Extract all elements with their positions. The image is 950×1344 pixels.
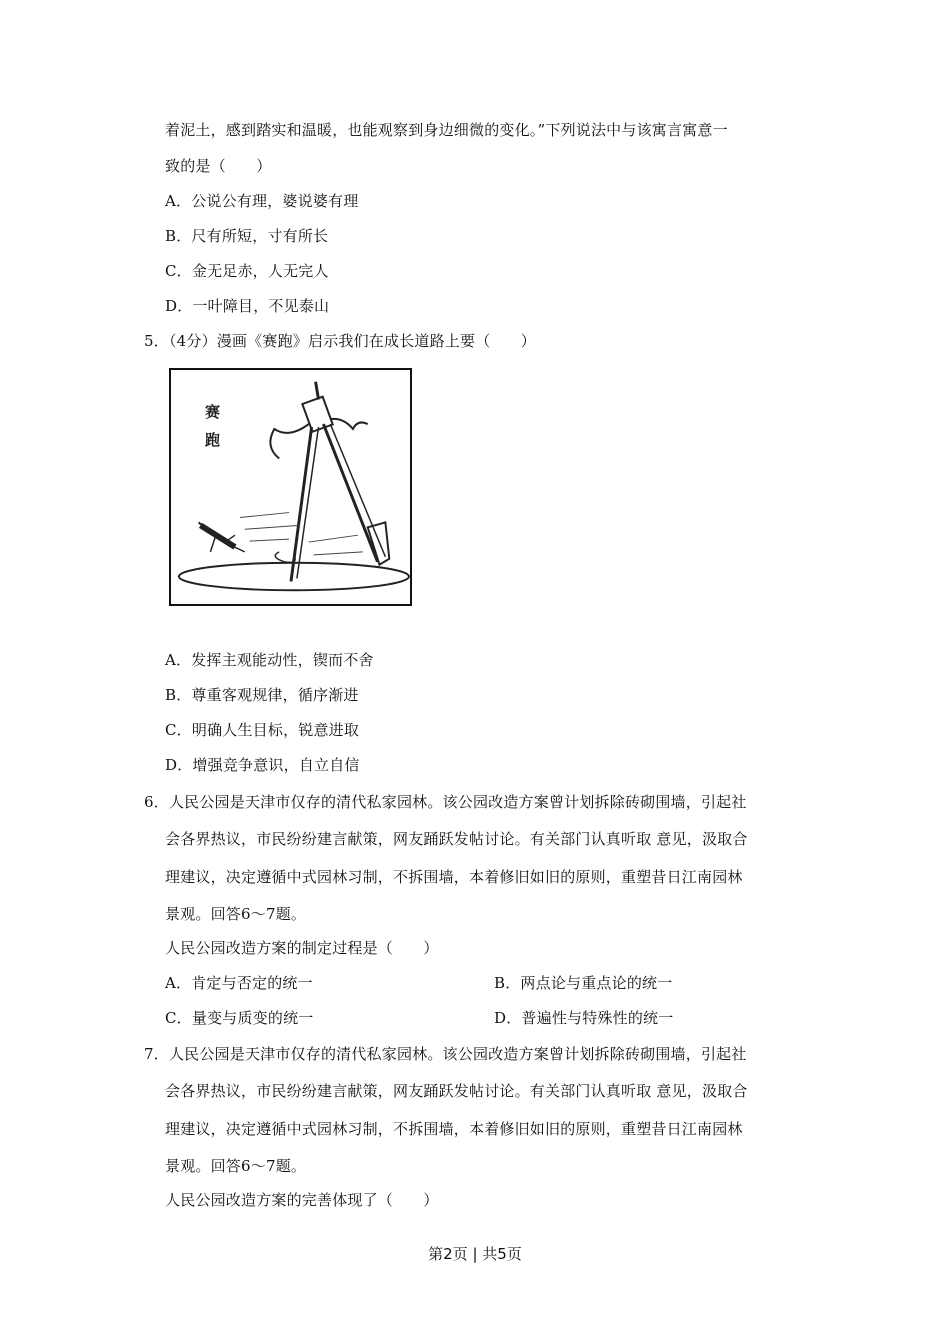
q6-stem-line-2: 会各界热议，市民纷纷建言献策，网友踊跃发帖讨论。有关部门认真听取 意见，汲取合 [165,830,748,848]
q5-stem: 5．（4分）漫画《赛跑》启示我们在成长道路上要（ ） [144,332,536,350]
q4-option-b: B．尺有所短，寸有所长 [165,227,329,245]
q7-stem-line-3: 理建议，决定遵循中式园林习制，不拆围墙，本着修旧如旧的原则，重塑昔日江南园林 [165,1120,743,1138]
q7-question: 人民公园改造方案的完善体现了（ ） [165,1191,439,1209]
page-number: 第2页 | 共5页 [428,1245,522,1263]
q6-stem-line-1: 6．人民公园是天津市仅存的清代私家园林。该公园改造方案曾计划拆除砖砌围墙，引起社 [144,793,747,811]
q6-question: 人民公园改造方案的制定过程是（ ） [165,939,439,957]
q6-option-c: C．量变与质变的统一 [165,1009,314,1027]
q4-stem-line-2: 致的是（ ） [165,157,272,175]
q6-option-b: B．两点论与重点论的统一 [494,974,673,992]
q6-option-d: D．普遍性与特殊性的统一 [494,1009,674,1027]
q7-stem-line-4: 景观。回答6～7题。 [165,1157,307,1175]
q5-option-b: B．尊重客观规律，循序渐进 [165,686,359,704]
q4-option-c: C．金无足赤，人无完人 [165,262,329,280]
q5-option-c: C．明确人生目标，锐意进取 [165,721,360,739]
q4-option-a: A．公说公有理，婆说婆有理 [165,192,359,210]
cartoon-title: 赛跑 [205,403,221,449]
q5-option-a: A．发挥主观能动性，锲而不舍 [165,651,374,669]
q6-option-a: A．肯定与否定的统一 [165,974,313,992]
q4-option-d: D．一叶障目，不见泰山 [165,297,330,315]
race-cartoon [169,368,412,606]
compass-leg-right [323,424,377,562]
q7-stem-line-2: 会各界热议，市民纷纷建言献策，网友踊跃发帖讨论。有关部门认真听取 意见，汲取合 [165,1082,748,1100]
q7-stem-line-1: 7．人民公园是天津市仅存的清代私家园林。该公园改造方案曾计划拆除砖砌围墙，引起社 [144,1045,747,1063]
q4-stem-line-1: 着泥土，感到踏实和温暖，也能观察到身边细微的变化。”下列说法中与该寓言寓意一 [165,121,728,139]
q6-stem-line-4: 景观。回答6～7题。 [165,905,307,923]
q5-option-d: D．增强竞争意识，自立自信 [165,756,360,774]
fallen-pencil [201,525,235,547]
q6-stem-line-3: 理建议，决定遵循中式园林习制，不拆围墙，本着修旧如旧的原则，重塑昔日江南园林 [165,868,743,886]
compass-leg-left [291,427,312,581]
